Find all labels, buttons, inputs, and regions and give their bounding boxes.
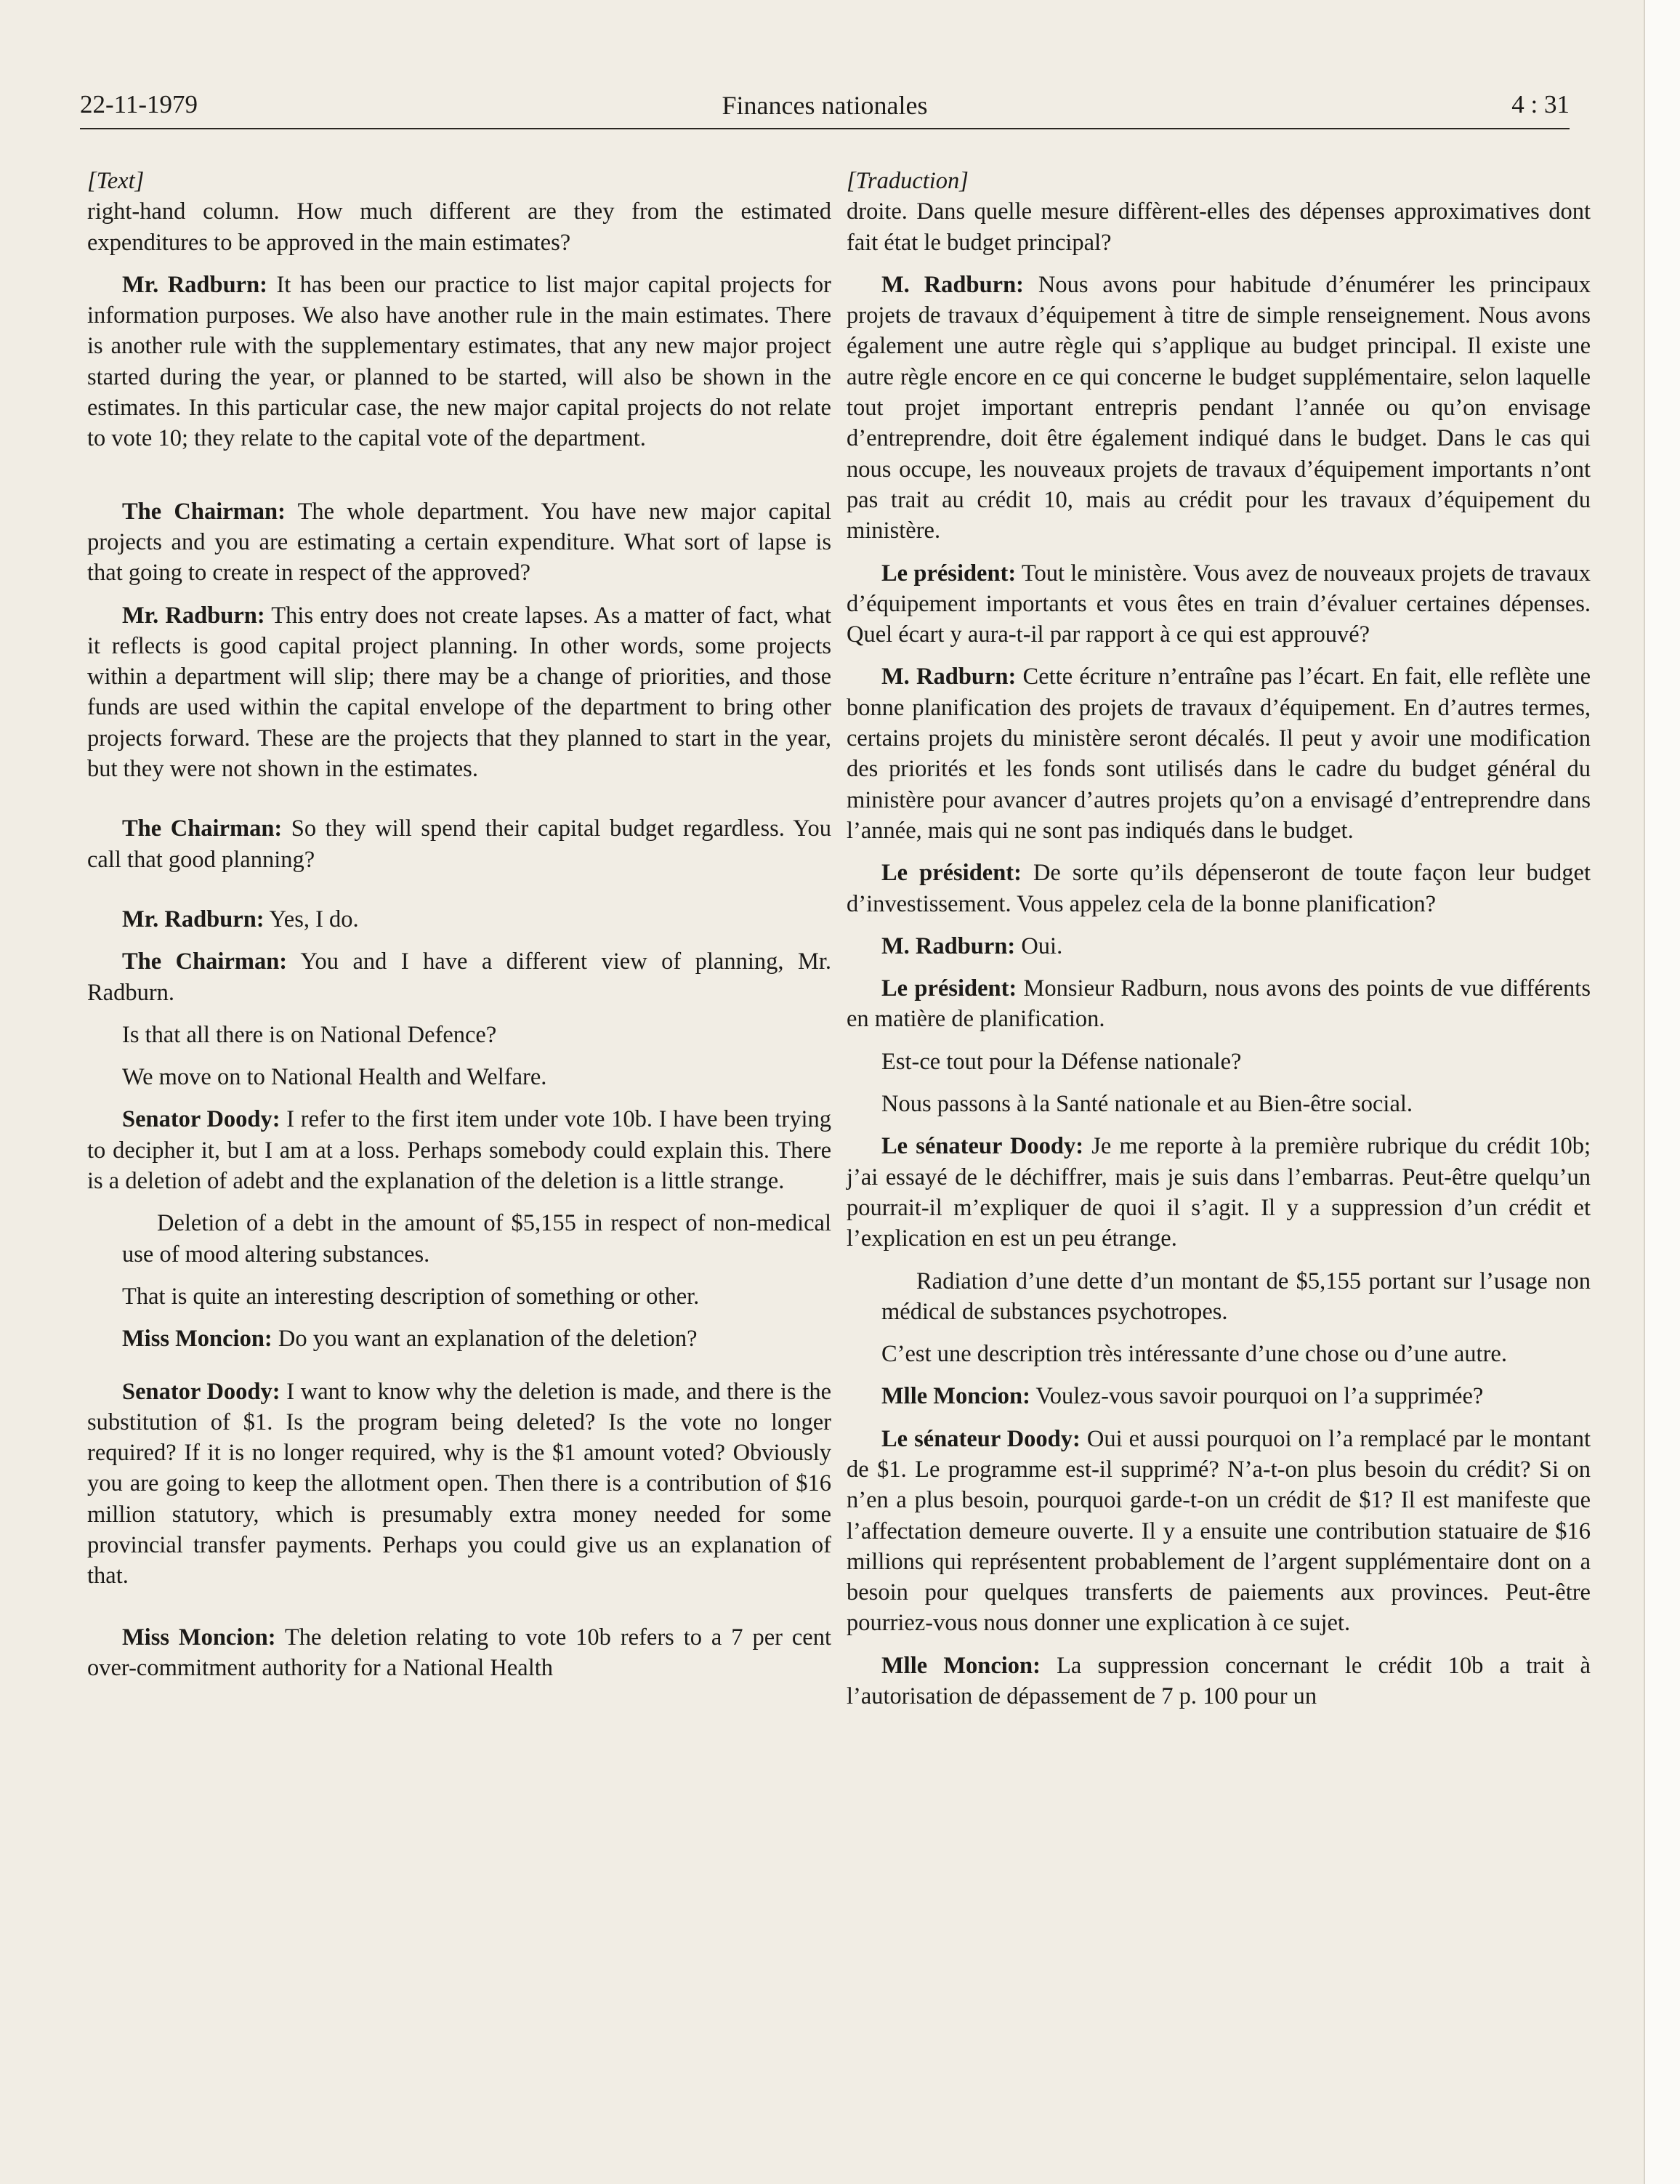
paragraph: Mr. Radburn: Yes, I do. — [122, 906, 359, 932]
block-quote: Deletion of a debt in the amount of $5,155 in respect of non-medical use of mood altering substances. — [122, 1210, 831, 1268]
english-column — [87, 166, 831, 1695]
speaker-name: M. Radburn: — [881, 664, 1017, 690]
language-tag: [Traduction] — [847, 168, 969, 194]
speaker-name: Senator Doody: — [122, 1106, 280, 1133]
speaker-name: Le sénateur Doody: — [881, 1425, 1081, 1452]
paragraph: That is quite an interesting description of something or other. — [122, 1283, 700, 1310]
speaker-name: Le sénateur Doody: — [881, 1133, 1084, 1160]
paragraph: Mr. Radburn: It has been our practice to list major capital projects for information purposes. We also have another rule in the main estimates. There is another rule with the supplementary estimates, that any new major project started during the year, or planned to be started, will also be shown in the estimates. In this particular case, the new major capital projects do not relate to vote 10; they relate to the capital vote of the department. — [87, 271, 831, 452]
paragraph: Le président: Tout le ministère. Vous avez de nouveaux projets de travaux d’équipement importants et vous êtes en train d’évaluer certaines dépenses. Quel écart y aura-t-il par rapport à ce qui est approuvé? — [847, 560, 1591, 648]
speaker-name: Mr. Radburn: — [122, 602, 265, 629]
speaker-name: Le président: — [881, 560, 1017, 587]
paragraph: Est-ce tout pour la Défense nationale? — [881, 1048, 1242, 1075]
paragraph: Senator Doody: I refer to the first item under vote 10b. I have been trying to decipher it, but I am at a loss. Perhaps somebody could explain this. There is a deletion of adebt and the explanation of the deletion is a little strange. — [87, 1106, 831, 1195]
paragraph: Is that all there is on National Defence? — [122, 1021, 497, 1048]
speaker-name: The Chairman: — [122, 948, 288, 975]
paragraph: Miss Moncion: The deletion relating to vote 10b refers to a 7 per cent over-commitment authority for a National Health — [87, 1624, 831, 1681]
paragraph: Mlle Moncion: La suppression concernant le crédit 10b a trait à l’autorisation de dépassement de 7 p. 100 pour un — [847, 1652, 1591, 1710]
paragraph: M. Radburn: Oui. — [881, 932, 1063, 959]
paragraph: Nous passons à la Santé nationale et au Bien-être social. — [881, 1091, 1413, 1118]
paragraph: The Chairman: You and I have a different view of planning, Mr. Radburn. — [87, 948, 831, 1006]
paragraph: M. Radburn: Cette écriture n’entraîne pas l’écart. En fait, elle reflète une bonne planification des projets de travaux d’équipement. En d’autres termes, certains projets du ministère seront décalés. Il peut y avoir une modification des priorités et les fonds sont utilisés dans le cadre du budget général du ministère pour avancer d’autres projets qu’on a envisagé d’entreprendre dans l’année, mais qui ne sont pas indiqués dans le budget. — [847, 664, 1591, 844]
block-quote: Radiation d’une dette d’un montant de $5,155 portant sur l’usage non médical de substances psychotropes. — [881, 1268, 1591, 1325]
speaker-name: M. Radburn: — [881, 932, 1016, 959]
speaker-name: Le président: — [881, 975, 1017, 1002]
paragraph: Mlle Moncion: Voulez-vous savoir pourquoi on l’a supprimée? — [881, 1383, 1484, 1410]
paragraph: M. Radburn: Nous avons pour habitude d’énumérer les principaux projets de travaux d’équipement à titre de simple renseignement. Nous avons également une autre règle qui s’applique au budget principal. Il existe une autre règle encore en ce qui concerne le budget supplémentaire, selon laquelle tout projet important entrepris pendant l’année ou qu’on envisage d’entreprendre, doit être également indiqué dans le budget. Dans le cas qui nous occupe, les nouveaux projets de travaux d’équipement importants n’ont pas trait au crédit 10, mais au crédit pour les travaux d’équipement du ministère. — [847, 271, 1591, 544]
page-header — [80, 86, 1570, 126]
speaker-name: Mlle Moncion: — [881, 1383, 1030, 1410]
paragraph: Mr. Radburn: This entry does not create lapses. As a matter of fact, what it reflects is good capital project planning. In other words, some projects within a department will slip; there may be a change of priorities, and those funds are used within the capital envelope of the department to bring other projects forward. These are the projects that they planned to start in the year, but they were not shown in the estimates. — [87, 602, 831, 783]
speaker-name: Le président: — [881, 860, 1022, 887]
header-date: 22-11-1979 — [80, 90, 198, 118]
paragraph: The Chairman: The whole department. You have new major capital projects and you are estimating a certain expenditure. What sort of lapse is that going to create in respect of the approved? — [87, 498, 831, 587]
speaker-name: M. Radburn: — [881, 271, 1024, 298]
paragraph: right-hand column. How much different are they from the estimated expenditures to be approved in the main estimates? — [87, 198, 831, 256]
paragraph: The Chairman: So they will spend their capital budget regardless. You call that good planning? — [87, 815, 831, 873]
paragraph: Le sénateur Doody: Oui et aussi pourquoi on l’a remplacé par le montant de $1. Le programme est-il supprimé? N’a-t-on plus besoin du crédit? Si on n’en a plus besoin, pourquoi garde-t-on un crédit de $1? Il est manifeste que l’affectation demeure ouverte. Il y a ensuite une contribution statuaire de $16 millions qui représentent probablement de l’argent supplémentaire dont on a besoin pour quelques transferts de paiements aux provinces. Peut-être pourriez-vous nous donner une explication à ce sujet. — [847, 1425, 1591, 1637]
language-tag: [Text] — [87, 168, 145, 194]
paragraph: C’est une description très intéressante d’une chose ou d’une autre. — [881, 1341, 1507, 1368]
speaker-name: Senator Doody: — [122, 1378, 280, 1405]
paragraph: Le président: De sorte qu’ils dépenseront de toute façon leur budget d’investissement. Vous appelez cela de la bonne planification? — [847, 860, 1591, 917]
paragraph: Miss Moncion: Do you want an explanation of the deletion? — [122, 1326, 698, 1353]
paragraph: Le sénateur Doody: Je me reporte à la première rubrique du crédit 10b; j’ai essayé de le déchiffrer, mais je suis dans l’embarras. Peut-être quelqu’un pourrait-il m’expliquer de quoi il s’agit. Il y a suppression d’un crédit et l’explication en est un peu étrange. — [847, 1133, 1591, 1252]
header-page-number: 4 : 31 — [1511, 90, 1570, 118]
paragraph: Senator Doody: I want to know why the deletion is made, and there is the substitution of $1. Is the program being deleted? Is the vote no longer required? If it is no longer required, why is the $1 amount voted? Obviously you are going to keep the allotment open. Then there is a contribution of $16 million statutory, which is presumably extra money needed for some provincial transfer payments. Perhaps you could give us an explanation of that. — [87, 1378, 831, 1589]
paragraph: droite. Dans quelle mesure diffèrent-elles des dépenses approximatives dont fait état le budget principal? — [847, 198, 1591, 256]
french-column — [847, 166, 1591, 1723]
header-title: Finances nationales — [722, 91, 928, 120]
speaker-name: Mr. Radburn: — [122, 906, 264, 932]
speaker-name: Miss Moncion: — [122, 1624, 276, 1651]
speaker-name: The Chairman: — [122, 815, 283, 842]
speaker-name: Mr. Radburn: — [122, 271, 267, 298]
speaker-name: Mlle Moncion: — [881, 1652, 1041, 1679]
paragraph: We move on to National Health and Welfare. — [122, 1064, 547, 1091]
speaker-name: The Chairman: — [122, 498, 286, 525]
paragraph: Le président: Monsieur Radburn, nous avons des points de vue différents en matière de planification. — [847, 975, 1591, 1033]
speaker-name: Miss Moncion: — [122, 1326, 272, 1353]
header-rule — [80, 128, 1570, 129]
page-margin — [1644, 0, 1680, 2184]
